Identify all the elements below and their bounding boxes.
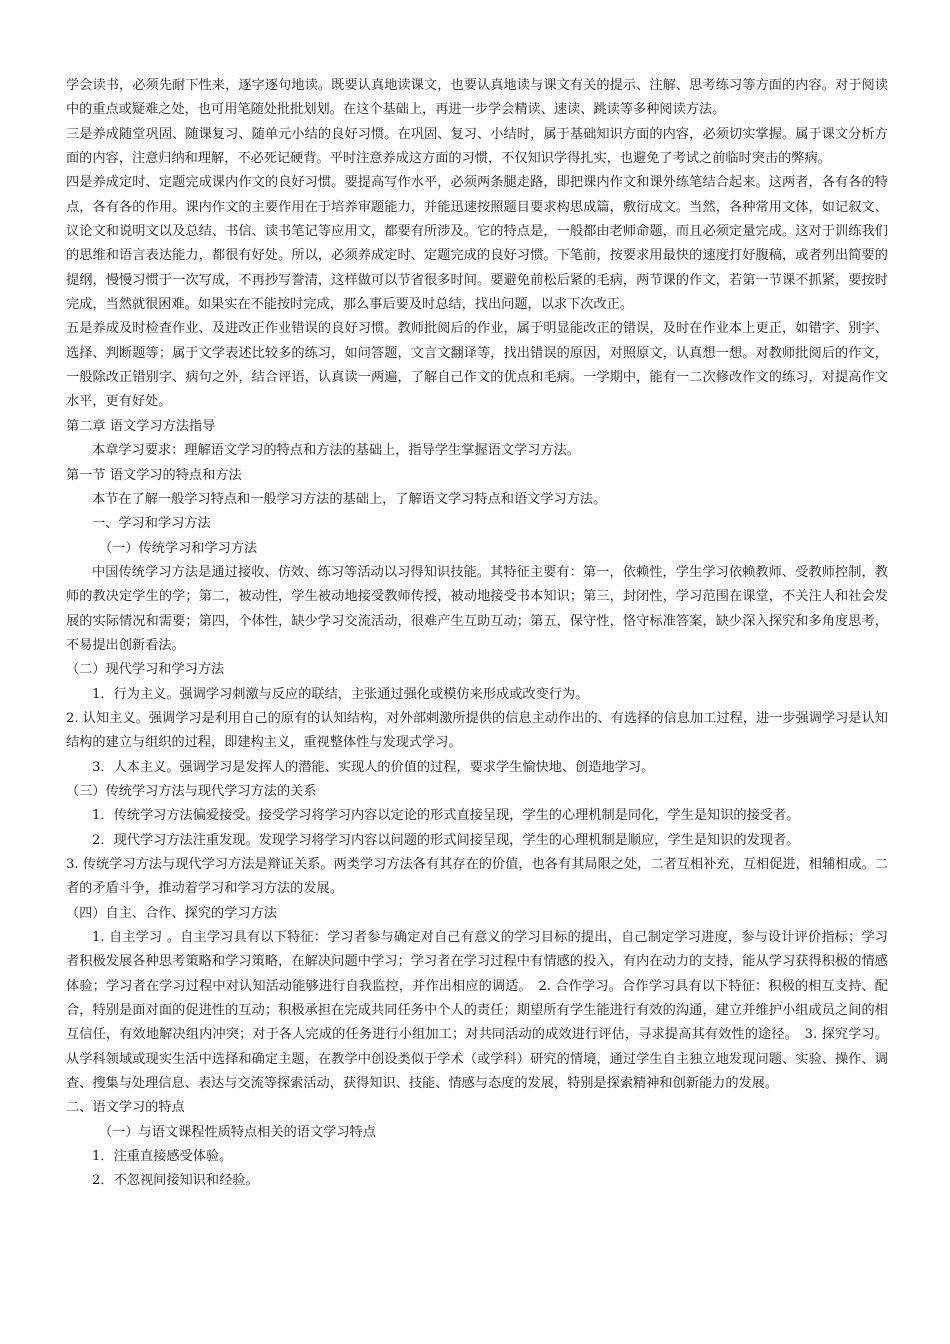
paragraph-reading-habit: 学会读书，必须先耐下性来，逐字逐句地读。既要认真地读课文，也要认真地读与课文有关的提示、注解、思考练习等方面的内容。对于阅读中的重点或疑难之处，也可用笔随处批批划划。在这个基础上，再进一步学会精读、速读、跳读等多种阅读方法。 <box>66 78 888 118</box>
section-heading: 第一节 语文学习的特点和方法 <box>66 467 242 483</box>
subheading-course-nature: （一）与语文课程性质特点相关的语文学习特点 <box>99 1124 376 1140</box>
list-item-discovery: 2．现代学习方法注重发现。发现学习将学习内容以问题的形式间接呈现，学生的心理机制是顺应，学生是知识的发现者。 <box>92 832 800 848</box>
paragraph-habit-four: 四是养成定时、定题完成课内作文的良好习惯。要提高写作水平，必须两条腿走路，即把课内作文和课外练笔结合起来。这两者，各有各的特点，各有各的作用。课内作文的主要作用在于培养审题能力，并能迅速按照题目要求构思成篇，敷衍成文。当然，各种常用文体，如记叙文、议论文和说明文以及总结、书信、读书笔记等应用文，都要有所涉及。它的特点是，一般都由老师命题，而且必须定量完成。这对于训练我们的思维和语言表达能力，都很有好处。所以，必须养成定时、定题完成的良好习惯。下笔前，按要求用最快的速度打好腹稿，或者列出简要的提纲，慢慢习惯于一次写成，不再抄写誊清，这样做可以节省很多时间。要避免前松后紧的毛病，两节课的作文，若第一节课不抓紧，要按时完成，当然就很困难。如果实在不能按时完成，那么事后要及时总结，找出问题，以求下次改正。 <box>66 175 888 313</box>
list-item-acceptance: 1．传统学习方法偏爱接受。接受学习将学习内容以定论的形式直接呈现，学生的心理机制是同化，学生是知识的接受者。 <box>92 808 800 824</box>
subheading-traditional: （一）传统学习和学习方法 <box>99 540 258 556</box>
paragraph-habit-three: 三是养成随堂巩固、随课复习、随单元小结的良好习惯。在巩固、复习、小结时，属于基础知识方面的内容，必须切实掌握。属于课文分析方面的内容，注意归纳和理解，不必死记硬背。平时注意养成这方面的习惯，不仅知识学得扎实，也避免了考试之前临时突击的弊病。 <box>66 126 888 167</box>
chapter-requirements: 本章学习要求：理解语文学习的特点和方法的基础上，指导学生掌握语文学习方法。 <box>92 443 580 459</box>
list-item-humanism: 3．人本主义。强调学习是发挥人的潜能、实现人的价值的过程，要求学生愉快地、创造地学习。 <box>92 759 655 775</box>
section-intro: 本节在了解一般学习特点和一般学习方法的基础上，了解语文学习特点和语文学习方法。 <box>92 491 607 507</box>
subheading-relationship: （三）传统学习方法与现代学习方法的关系 <box>66 783 317 799</box>
document-page <box>66 74 888 1194</box>
list-item-dialectic: 3. 传统学习方法与现代学习方法是辩证关系。两类学习方法各有其存在的价值，也各有其局限之处，二者互相补充，互相促进，相辅相成。二者的矛盾斗争，推动着学习和学习方法的发展。 <box>66 857 888 897</box>
subheading-autonomous: （四）自主、合作、探究的学习方法 <box>66 905 277 921</box>
paragraph-traditional-features: 中国传统学习方法是通过接收、仿效、练习等活动以习得知识技能。其特征主要有：第一，依赖性，学生学习依赖教师、受教师控制，教师的教决定学生的学；第二，被动性，学生被动地接受教师传授，被动地接受书本知识；第三，封闭性，学习范围在课堂，不关注人和社会发展的实际情况和需要；第四，个体性，缺少学习交流活动，很难产生互助互动；第五，保守性，恪守标准答案，缺少深入探究和多角度思考，不易提出创新看法。 <box>66 564 888 653</box>
list-item-direct-experience: 1．注重直接感受体验。 <box>92 1149 233 1165</box>
subheading-modern: （二）现代学习和学习方法 <box>66 662 225 678</box>
list-item-cognitivism: 2. 认知主义。强调学习是利用自己的原有的认知结构，对外部刺激所提供的信息主动作出的、有选择的信息加工过程，进一步强调学习是认知结构的建立与组织的过程，即建构主义，重视整体性与发现式学习。 <box>66 710 888 751</box>
subheading-chinese-features: 二、语文学习的特点 <box>66 1100 185 1116</box>
chapter-heading: 第二章 语文学习方法指导 <box>66 418 216 434</box>
list-item-behaviorism: 1．行为主义。强调学习刺激与反应的联结，主张通过强化或模仿来形成或改变行为。 <box>92 686 589 702</box>
subheading-learning-methods: 一、学习和学习方法 <box>92 516 211 532</box>
paragraph-autonomous-cooperative-inquiry: 1. 自主学习 。自主学习具有以下特征：学习者参与确定对自己有意义的学习目标的提出，自己制定学习进度，参与设计评价指标；学习者积极发展各种思考策略和学习策略，在解决问题中学习；学习者在学习过程中有情感的投入，有内在动力的支持，能从学习获得积极的情感体验；学习者在学习过程中对认知活动能够进行自我监控，并作出相应的调适。 2. 合作学习。合作学习具有以下特征：积极的相互支持、配合，特别是面对面的促进性的互动；积极承担在完成共同任务中个人的责任；期望所有学生能进行有效的沟通，建立并维护小组成员之间的相互信任，有效地解决组内冲突；对于各人完成的任务进行小组加工；对共同活动的成效进行评估，寻求提高其有效性的途径。 3. 探究学习。从学科领域或现实生活中选择和确定主题，在教学中创设类似于学术（或学科）研究的情境，通过学生自主独立地发现问题、实验、操作、调查、搜集与处理信息、表达与交流等探索活动，获得知识、技能、情感与态度的发展，特别是探索精神和创新能力的发展。 <box>66 930 888 1092</box>
list-item-indirect-knowledge: 2．不忽视间接知识和经验。 <box>92 1173 259 1189</box>
paragraph-habit-five: 五是养成及时检查作业、及进改正作业错误的良好习惯。教师批阅后的作业，属于明显能改正的错误，及时在作业本上更正，如错字、别字、选择、判断题等；属于文学表述比较多的练习，如问答题，文言文翻译等，找出错误的原因，对照原文，认真想一想。对教师批阅后的作文，一般除改正错别字、病句之外，结合评语，认真读一两遍，了解自己作文的优点和毛病。一学期中，能有一二次修改作文的练习，对提高作文水平，更有好处。 <box>66 321 888 410</box>
